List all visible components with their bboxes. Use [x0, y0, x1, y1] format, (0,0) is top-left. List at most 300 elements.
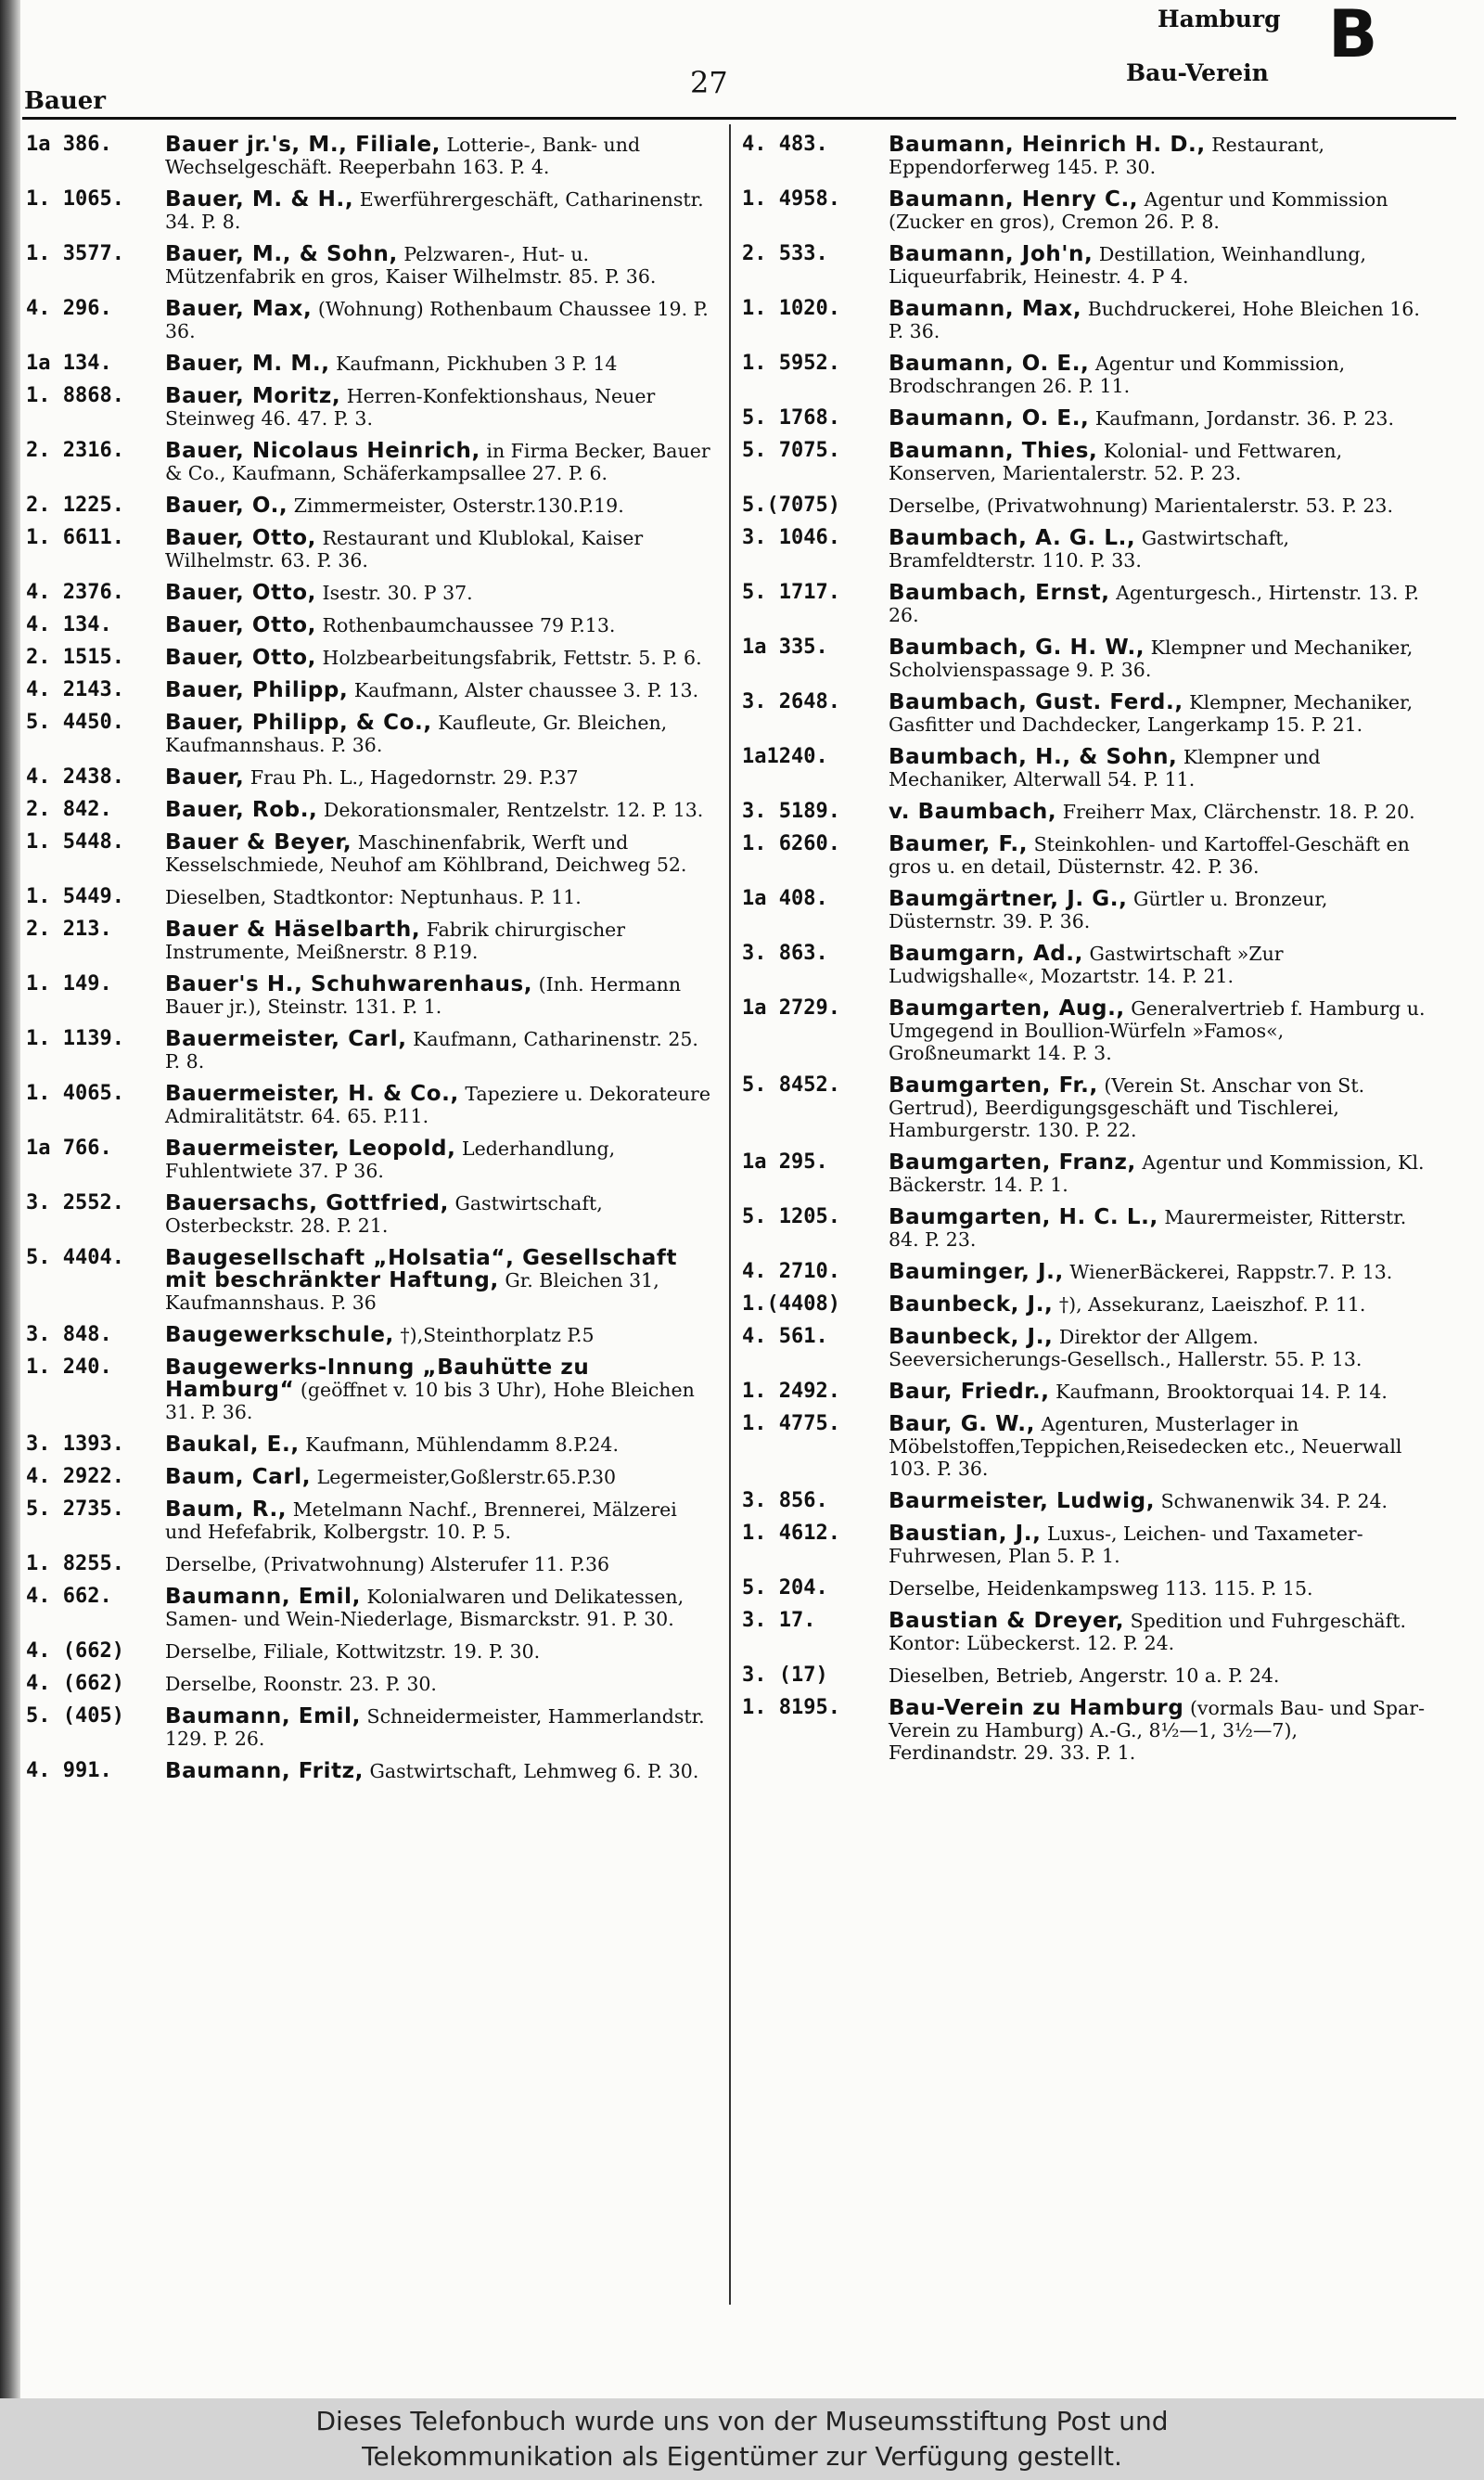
directory-entry: [26, 1466, 712, 1488]
entry-text: [889, 407, 1428, 430]
phone-number: 1a 766.: [26, 1137, 112, 1160]
subscriber-name: v. Baumbach,: [889, 800, 1057, 824]
subscriber-details: Tapeziere u. Dekorateure Admiralitätstr. 64. 65. P.11.: [165, 1083, 710, 1127]
phone-number: 1a 386.: [26, 133, 112, 156]
phone-number: 2. 842.: [26, 798, 112, 821]
entry-text: [889, 801, 1428, 823]
phone-number: 1. 1020.: [742, 297, 840, 320]
directory-entry: [26, 1705, 712, 1750]
phone-number: 4. 2143.: [26, 678, 124, 701]
phone-number: 2. 213.: [26, 918, 112, 941]
subscriber-name: Baustian, J.,: [889, 1522, 1042, 1546]
entry-text: [889, 188, 1428, 233]
phone-number: 3. 17.: [742, 1609, 816, 1632]
entry-text: [165, 527, 712, 572]
phone-number: 4. 483.: [742, 133, 828, 156]
subscriber-name: Baumer, F.,: [889, 832, 1029, 856]
phone-number: 3. 856.: [742, 1489, 828, 1512]
phone-number: 1. 1065.: [26, 187, 124, 211]
subscriber-details: Gürtler u. Bronzeur, Düsternstr. 39. P. 36.: [889, 888, 1328, 932]
subscriber-name: Bau-Verein zu Hamburg: [889, 1696, 1184, 1720]
subscriber-name: Baumgarn, Ad.,: [889, 942, 1083, 966]
subscriber-details: Ewerführergeschäft, Catharinenstr. 34. P. 8.: [165, 188, 704, 233]
phone-number: 1. 8255.: [26, 1552, 124, 1575]
directory-entry: [742, 1413, 1428, 1480]
subscriber-details: Kaufmann, Mühlendamm 8.P.24.: [305, 1433, 619, 1456]
subscriber-details: Gastwirtschaft, Osterbeckstr. 28. P. 21.: [165, 1192, 603, 1237]
subscriber-details: Steinkohlen- und Kartoffel-Geschäft en gros u. en detail, Düsternstr. 42. P. 36.: [889, 833, 1410, 878]
phone-number: 5. 1768.: [742, 406, 840, 430]
phone-number: 1. 6260.: [742, 832, 840, 855]
entry-text: [165, 134, 712, 178]
entry-text: [889, 134, 1428, 178]
subscriber-details: Agentur und Kommission, Kl. Bäckerstr. 14. P. 1.: [889, 1151, 1425, 1196]
entry-text: [165, 582, 712, 604]
directory-entry: [742, 1610, 1428, 1654]
subscriber-name: Baumgarten, H. C. L.,: [889, 1205, 1158, 1229]
subscriber-name: Bauer jr.'s, M., Filiale,: [165, 133, 441, 157]
phone-number: 1. 6611.: [26, 526, 124, 549]
subscriber-details: Direktor der Allgem. Seeversicherungs-Gesellsch., Hallerstr. 55. P. 13.: [889, 1326, 1362, 1370]
entry-text: [889, 636, 1428, 681]
subscriber-details: (Wohnung) Rothenbaum Chaussee 19. P. 36.: [165, 298, 709, 342]
phone-number: 2. 533.: [742, 242, 828, 265]
entry-text: [165, 1083, 712, 1127]
subscriber-details: Derselbe, (Privatwohnung) Alsterufer 11. P.36: [165, 1553, 610, 1575]
entry-text: [889, 1206, 1428, 1251]
directory-entry: [742, 1523, 1428, 1567]
subscriber-details: Herren-Konfektionshaus, Neuer Steinweg 46. 47. P. 3.: [165, 385, 656, 430]
directory-entry: [26, 831, 712, 876]
directory-entry: [742, 997, 1428, 1064]
header-rule: [22, 117, 1456, 120]
entry-text: [165, 188, 712, 233]
directory-entry: [26, 1498, 712, 1543]
subscriber-details: Rothenbaumchaussee 79 P.13.: [322, 614, 616, 636]
phone-number: 4. 662.: [26, 1585, 112, 1608]
directory-entry: [26, 1083, 712, 1127]
entry-text: [889, 943, 1428, 987]
directory-entry: [742, 1151, 1428, 1196]
section-letter: B: [1328, 0, 1378, 72]
subscriber-name: Baumann, Emil,: [165, 1704, 361, 1728]
entry-text: [165, 766, 712, 789]
phone-number: 1. 4612.: [742, 1522, 840, 1545]
directory-entry: [742, 1293, 1428, 1316]
directory-entry: [742, 134, 1428, 178]
subscriber-name: Bauer, Nicolaus Heinrich,: [165, 439, 480, 463]
directory-entry: [742, 1490, 1428, 1512]
directory-entry: [742, 407, 1428, 430]
phone-number: 1. 4065.: [26, 1082, 124, 1105]
subscriber-details: Buchdruckerei, Hohe Bleichen 16. P. 36.: [889, 298, 1420, 342]
phone-number: 2. 2316.: [26, 439, 124, 462]
directory-entry: [26, 1640, 712, 1663]
footer-line-2: Telekommunikation als Eigentümer zur Verfügung gestellt.: [362, 2441, 1122, 2472]
subscriber-name: Baumann, Thies,: [889, 439, 1098, 463]
entry-text: [165, 712, 712, 756]
running-head-first-entry: Bauer: [24, 87, 106, 115]
phone-number: 5. 8452.: [742, 1073, 840, 1097]
entry-text: [165, 1760, 712, 1782]
phone-number: 4. 2710.: [742, 1260, 840, 1283]
entry-text: [165, 495, 712, 517]
subscriber-details: Generalvertrieb f. Hamburg u. Umgegend in Boullion-Würfeln »Famos«, Großneumarkt 14. P. 3.: [889, 997, 1426, 1064]
subscriber-details: Dekorationsmaler, Rentzelstr. 12. P. 13.: [323, 799, 704, 821]
subscriber-name: Baumgarten, Aug.,: [889, 996, 1125, 1021]
subscriber-details: in Firma Becker, Bauer & Co., Kaufmann, Schäferkampsallee 27. P. 6.: [165, 440, 710, 484]
subscriber-details: Kaufmann, Catharinenstr. 25. P. 8.: [165, 1028, 698, 1073]
subscriber-name: Bauer, Philipp,: [165, 678, 349, 702]
phone-number: 2. 1515.: [26, 646, 124, 669]
entry-text: [889, 298, 1428, 342]
entry-text: [889, 243, 1428, 288]
directory-entry: [26, 1247, 712, 1314]
subscriber-details: Klempner und Mechaniker, Scholvienspassage 9. P. 36.: [889, 636, 1414, 681]
entry-text: [889, 1523, 1428, 1567]
directory-entry: [26, 1586, 712, 1630]
subscriber-details: Fabrik chirurgischer Instrumente, Meißnerstr. 8 P.19.: [165, 919, 626, 963]
subscriber-name: Baugewerks-Innung „Bauhütte zu Hamburg“: [165, 1356, 590, 1402]
subscriber-name: Bauersachs, Gottfried,: [165, 1191, 449, 1215]
directory-entry: [742, 943, 1428, 987]
phone-number: 1. 149.: [26, 972, 112, 996]
directory-entry: [26, 712, 712, 756]
entry-text: [889, 1074, 1428, 1141]
directory-entry: [26, 1553, 712, 1575]
subscriber-details: Kolonialwaren und Delikatessen, Samen- und Wein-Niederlage, Bismarckstr. 91. P. 30.: [165, 1586, 684, 1630]
entry-text: [889, 1664, 1428, 1687]
phone-number: 1.(4408): [742, 1292, 840, 1316]
phone-number: 3. 1393.: [26, 1433, 124, 1456]
footer-line-1: Dieses Telefonbuch wurde uns von der Museumsstiftung Post und: [315, 2406, 1169, 2436]
subscriber-name: Baum, Carl,: [165, 1465, 312, 1489]
phone-number: 1. 5448.: [26, 830, 124, 854]
entry-text: [165, 647, 712, 669]
entry-text: [165, 886, 712, 908]
entry-text: [889, 691, 1428, 736]
subscriber-details: Restaurant und Klublokal, Kaiser Wilhelmstr. 63. P. 36.: [165, 527, 644, 572]
subscriber-details: Kolonial- und Fettwaren, Konserven, Marientalerstr. 52. P. 23.: [889, 440, 1343, 484]
phone-number: 5. 7075.: [742, 439, 840, 462]
subscriber-details: Dieselben, Stadtkontor: Neptunhaus. P. 11.: [165, 886, 582, 908]
running-head-last-entry: Bau-Verein: [1126, 59, 1269, 86]
subscriber-details: Kaufmann, Alster chaussee 3. P. 13.: [353, 679, 699, 701]
subscriber-name: Baumgärtner, J. G.,: [889, 887, 1128, 911]
phone-number: 3. 5189.: [742, 800, 840, 823]
entry-text: [165, 385, 712, 430]
entry-text: [165, 1356, 712, 1423]
subscriber-name: Baumbach, A. G. L.,: [889, 526, 1136, 550]
subscriber-details: Zimmermeister, Osterstr.130.P.19.: [293, 495, 624, 517]
phone-number: 1. 5449.: [26, 885, 124, 908]
entry-text: [165, 973, 712, 1018]
phone-number: 4. 134.: [26, 613, 112, 636]
entry-text: [889, 1577, 1428, 1600]
directory-entry: [742, 527, 1428, 572]
subscriber-name: Bauer, Otto,: [165, 646, 317, 670]
entry-text: [165, 831, 712, 876]
phone-number: 1a1240.: [742, 745, 828, 768]
subscriber-details: Gastwirtschaft »Zur Ludwigshalle«, Mozartstr. 14. P. 21.: [889, 943, 1284, 987]
directory-entry: [26, 243, 712, 288]
subscriber-details: Derselbe, Heidenkampsweg 113. 115. P. 15.: [889, 1577, 1313, 1600]
entry-text: [889, 353, 1428, 397]
phone-number: 1a 408.: [742, 887, 828, 910]
directory-entry: [26, 1324, 712, 1346]
phone-number: 4. 561.: [742, 1325, 828, 1348]
phone-number: 1. 240.: [26, 1356, 112, 1379]
entry-text: [889, 746, 1428, 790]
directory-entry: [742, 1381, 1428, 1403]
right-column: [742, 134, 1428, 1774]
subscriber-name: Bauer, M., & Sohn,: [165, 242, 398, 266]
subscriber-name: Baumgarten, Fr.,: [889, 1073, 1098, 1098]
subscriber-name: Baumann, Max,: [889, 297, 1082, 321]
left-column: [26, 134, 712, 1793]
subscriber-details: Legermeister,Goßlerstr.65.P.30: [316, 1466, 617, 1488]
directory-entry: [742, 888, 1428, 932]
subscriber-details: (Inh. Hermann Bauer jr.), Steinstr. 131. P. 1.: [165, 973, 682, 1018]
subscriber-details: Pelzwaren-, Hut- u. Mützenfabrik en gros, Kaiser Wilhelmstr. 85. P. 36.: [165, 243, 657, 288]
directory-entry: [742, 1577, 1428, 1600]
entry-text: [165, 1705, 712, 1750]
directory-entry: [26, 1673, 712, 1695]
subscriber-details: Isestr. 30. P 37.: [322, 582, 473, 604]
entry-text: [889, 1261, 1428, 1283]
subscriber-name: Bauer, Otto,: [165, 526, 317, 550]
directory-entry: [26, 766, 712, 789]
subscriber-details: Maurermeister, Ritterstr. 84. P. 23.: [889, 1206, 1407, 1251]
directory-entry: [742, 1261, 1428, 1283]
subscriber-name: Bauer's H., Schuhwarenhaus,: [165, 972, 533, 996]
subscriber-name: Baumbach, Ernst,: [889, 581, 1110, 605]
subscriber-name: Bauermeister, Carl,: [165, 1027, 407, 1051]
subscriber-name: Baumann, Joh'n,: [889, 242, 1094, 266]
subscriber-name: Baumann, Henry C.,: [889, 187, 1139, 212]
subscriber-name: Bauer,: [165, 765, 245, 790]
subscriber-name: Bauer, M. & H.,: [165, 187, 354, 212]
subscriber-name: Baur, G. W.,: [889, 1412, 1035, 1436]
subscriber-name: Bauermeister, Leopold,: [165, 1137, 456, 1161]
directory-entry: [26, 919, 712, 963]
entry-text: [889, 495, 1428, 517]
directory-entry: [26, 385, 712, 430]
phone-number: 5. 204.: [742, 1576, 828, 1600]
phone-number: 1a 134.: [26, 352, 112, 375]
phone-number: 5. 4450.: [26, 711, 124, 734]
subscriber-name: Baumbach, G. H. W.,: [889, 636, 1145, 660]
directory-entry: [742, 1074, 1428, 1141]
directory-entry: [26, 188, 712, 233]
directory-entry: [26, 527, 712, 572]
directory-entry: [26, 440, 712, 484]
directory-entry: [26, 1028, 712, 1073]
subscriber-details: Agentur und Kommission, Brodschrangen 26. P. 11.: [889, 353, 1346, 397]
directory-entry: [26, 799, 712, 821]
subscriber-details: Agenturen, Musterlager in Möbelstoffen,Teppichen,Reisedecken etc., Neuerwall 103. P. 36.: [889, 1413, 1402, 1480]
phone-number: 1. 8195.: [742, 1696, 840, 1719]
entry-text: [165, 799, 712, 821]
subscriber-name: Bauminger, J.,: [889, 1260, 1064, 1284]
directory-entry: [26, 134, 712, 178]
subscriber-name: Baumgarten, Franz,: [889, 1150, 1136, 1175]
subscriber-details: Lotterie-, Bank- und Wechselgeschäft. Reeperbahn 163. P. 4.: [165, 134, 641, 178]
directory-entry: [26, 1137, 712, 1182]
entry-text: [165, 353, 712, 375]
subscriber-details: †), Assekuranz, Laeiszhof. P. 11.: [1058, 1293, 1366, 1316]
phone-number: 4. 991.: [26, 1759, 112, 1782]
entry-text: [889, 1490, 1428, 1512]
phone-number: 3. 863.: [742, 942, 828, 965]
subscriber-name: Baukal, E.,: [165, 1433, 300, 1457]
entry-text: [165, 1028, 712, 1073]
phone-number: 1. 5952.: [742, 352, 840, 375]
phone-number: 4. 2376.: [26, 581, 124, 604]
phone-number: 1a 335.: [742, 636, 828, 659]
phone-number: 5. 1717.: [742, 581, 840, 604]
directory-entry: [26, 1433, 712, 1456]
subscriber-details: Destillation, Weinhandlung, Liqueurfabrik, Heinestr. 4. P 4.: [889, 243, 1367, 288]
directory-entry: [26, 495, 712, 517]
subscriber-details: Schneidermeister, Hammerlandstr. 129. P. 26.: [165, 1705, 705, 1750]
directory-entry: [26, 886, 712, 908]
phone-number: 3. 1046.: [742, 526, 840, 549]
directory-entry: [742, 1206, 1428, 1251]
phone-number: 3. 848.: [26, 1323, 112, 1346]
subscriber-name: Baum, R.,: [165, 1497, 288, 1522]
directory-entry: [26, 1356, 712, 1423]
subscriber-details: Restaurant, Eppendorferweg 145. P. 30.: [889, 134, 1324, 178]
phone-number: 4. (662): [26, 1672, 124, 1695]
subscriber-name: Bauer, Rob.,: [165, 798, 318, 822]
directory-entry: [742, 746, 1428, 790]
entry-text: [889, 1326, 1428, 1370]
entry-text: [889, 1610, 1428, 1654]
subscriber-name: Baunbeck, J.,: [889, 1292, 1054, 1317]
subscriber-details: Kaufmann, Brooktorquai 14. P. 14.: [1055, 1381, 1388, 1403]
directory-entry: [742, 243, 1428, 288]
directory-entry: [742, 691, 1428, 736]
directory-entry: [26, 353, 712, 375]
subscriber-name: Baumann, Fritz,: [165, 1759, 364, 1783]
phone-number: 3. (17): [742, 1664, 828, 1687]
phone-number: 2. 1225.: [26, 494, 124, 517]
subscriber-name: Baunbeck, J.,: [889, 1325, 1054, 1349]
subscriber-details: Metelmann Nachf., Brennerei, Mälzerei und Hefefabrik, Kolbergstr. 10. P. 5.: [165, 1498, 677, 1543]
subscriber-name: Bauer, M. M.,: [165, 352, 330, 376]
subscriber-details: Schwanenwik 34. P. 24.: [1160, 1490, 1388, 1512]
subscriber-details: Derselbe, Filiale, Kottwitzstr. 19. P. 30.: [165, 1640, 541, 1663]
entry-text: [165, 1137, 712, 1182]
phone-number: 1. 8868.: [26, 384, 124, 407]
directory-entry: [26, 1760, 712, 1782]
subscriber-details: Klempner, Mechaniker, Gasfitter und Dachdecker, Langerkamp 15. P. 21.: [889, 691, 1414, 736]
phone-number: 1. 4775.: [742, 1412, 840, 1435]
entry-text: [165, 1586, 712, 1630]
subscriber-details: Agenturgesch., Hirtenstr. 13. P. 26.: [889, 582, 1420, 626]
subscriber-name: Bauer, Moritz,: [165, 384, 341, 408]
subscriber-name: Baur, Friedr.,: [889, 1380, 1050, 1404]
subscriber-details: Gastwirtschaft, Lehmweg 6. P. 30.: [369, 1760, 699, 1782]
entry-text: [889, 582, 1428, 626]
phone-number: 5. (405): [26, 1704, 124, 1728]
subscriber-name: Bauer, Philipp, & Co.,: [165, 711, 432, 735]
entry-text: [165, 1466, 712, 1488]
entry-text: [165, 1247, 712, 1314]
entry-text: [889, 1413, 1428, 1480]
entry-text: [889, 527, 1428, 572]
directory-entry: [742, 833, 1428, 878]
subscriber-details: Holzbearbeitungsfabrik, Fettstr. 5. P. 6.: [322, 647, 702, 669]
directory-entry: [742, 582, 1428, 626]
entry-text: [165, 1498, 712, 1543]
subscriber-name: Bauer, Max,: [165, 297, 313, 321]
phone-number: 1a 295.: [742, 1150, 828, 1174]
subscriber-details: Freiherr Max, Clärchenstr. 18. P. 20.: [1062, 801, 1415, 823]
entry-text: [165, 440, 712, 484]
subscriber-details: Klempner und Mechaniker, Alterwall 54. P. 11.: [889, 746, 1321, 790]
page-number: 27: [690, 65, 728, 100]
subscriber-details: †),Steinthorplatz P.5: [400, 1324, 595, 1346]
phone-number: 4. 2438.: [26, 765, 124, 789]
subscriber-name: Bauer & Beyer,: [165, 830, 352, 855]
entry-text: [165, 1192, 712, 1237]
entry-text: [889, 833, 1428, 878]
subscriber-details: Kaufmann, Jordanstr. 36. P. 23.: [1094, 407, 1394, 430]
directory-entry: [26, 679, 712, 701]
phone-number: 4. 296.: [26, 297, 112, 320]
entry-text: [165, 298, 712, 342]
entry-text: [889, 1151, 1428, 1196]
directory-entry: [742, 298, 1428, 342]
subscriber-name: Baumann, Heinrich H. D.,: [889, 133, 1206, 157]
phone-number: 5. 4404.: [26, 1246, 124, 1269]
subscriber-details: Spedition und Fuhrgeschäft. Kontor: Lübeckerst. 12. P. 24.: [889, 1610, 1406, 1654]
subscriber-name: Baumann, O. E.,: [889, 406, 1090, 430]
subscriber-details: Maschinenfabrik, Werft und Kesselschmiede, Neuhof am Köhlbrand, Deichweg 52.: [165, 831, 687, 876]
entry-text: [889, 997, 1428, 1064]
directory-entry: [742, 440, 1428, 484]
phone-number: 1. 2492.: [742, 1380, 840, 1403]
subscriber-details: WienerBäckerei, Rappstr.7. P. 13.: [1069, 1261, 1393, 1283]
running-head-city: Hamburg: [1158, 6, 1281, 32]
directory-entry: [742, 495, 1428, 517]
subscriber-name: Bauer, Otto,: [165, 581, 317, 605]
entry-text: [165, 614, 712, 636]
subscriber-details: Dieselben, Betrieb, Angerstr. 10 a. P. 24.: [889, 1664, 1280, 1687]
entry-text: [165, 243, 712, 288]
footer-notice: [0, 2398, 1484, 2480]
directory-entry: [26, 973, 712, 1018]
column-divider: [729, 124, 731, 2305]
phone-number: 1. 4958.: [742, 187, 840, 211]
phone-number: 5.(7075): [742, 494, 840, 517]
book-spine-shadow: [0, 0, 20, 2398]
phone-number: 4. 2922.: [26, 1465, 124, 1488]
subscriber-name: Baugesellschaft „Holsatia“, Gesellschaft mit beschränkter Haftung,: [165, 1246, 678, 1292]
subscriber-details: Agentur und Kommission (Zucker en gros), Cremon 26. P. 8.: [889, 188, 1388, 233]
entry-text: [165, 1324, 712, 1346]
subscriber-details: Frau Ph. L., Hagedornstr. 29. P.37: [249, 766, 579, 789]
directory-entry: [742, 636, 1428, 681]
subscriber-details: Gastwirtschaft, Bramfeldterstr. 110. P. 33.: [889, 527, 1290, 572]
phone-number: 1a 2729.: [742, 996, 840, 1020]
directory-entry: [742, 353, 1428, 397]
phone-number: 1. 3577.: [26, 242, 124, 265]
directory-entry: [742, 801, 1428, 823]
subscriber-details: Kaufmann, Pickhuben 3 P. 14: [336, 353, 618, 375]
